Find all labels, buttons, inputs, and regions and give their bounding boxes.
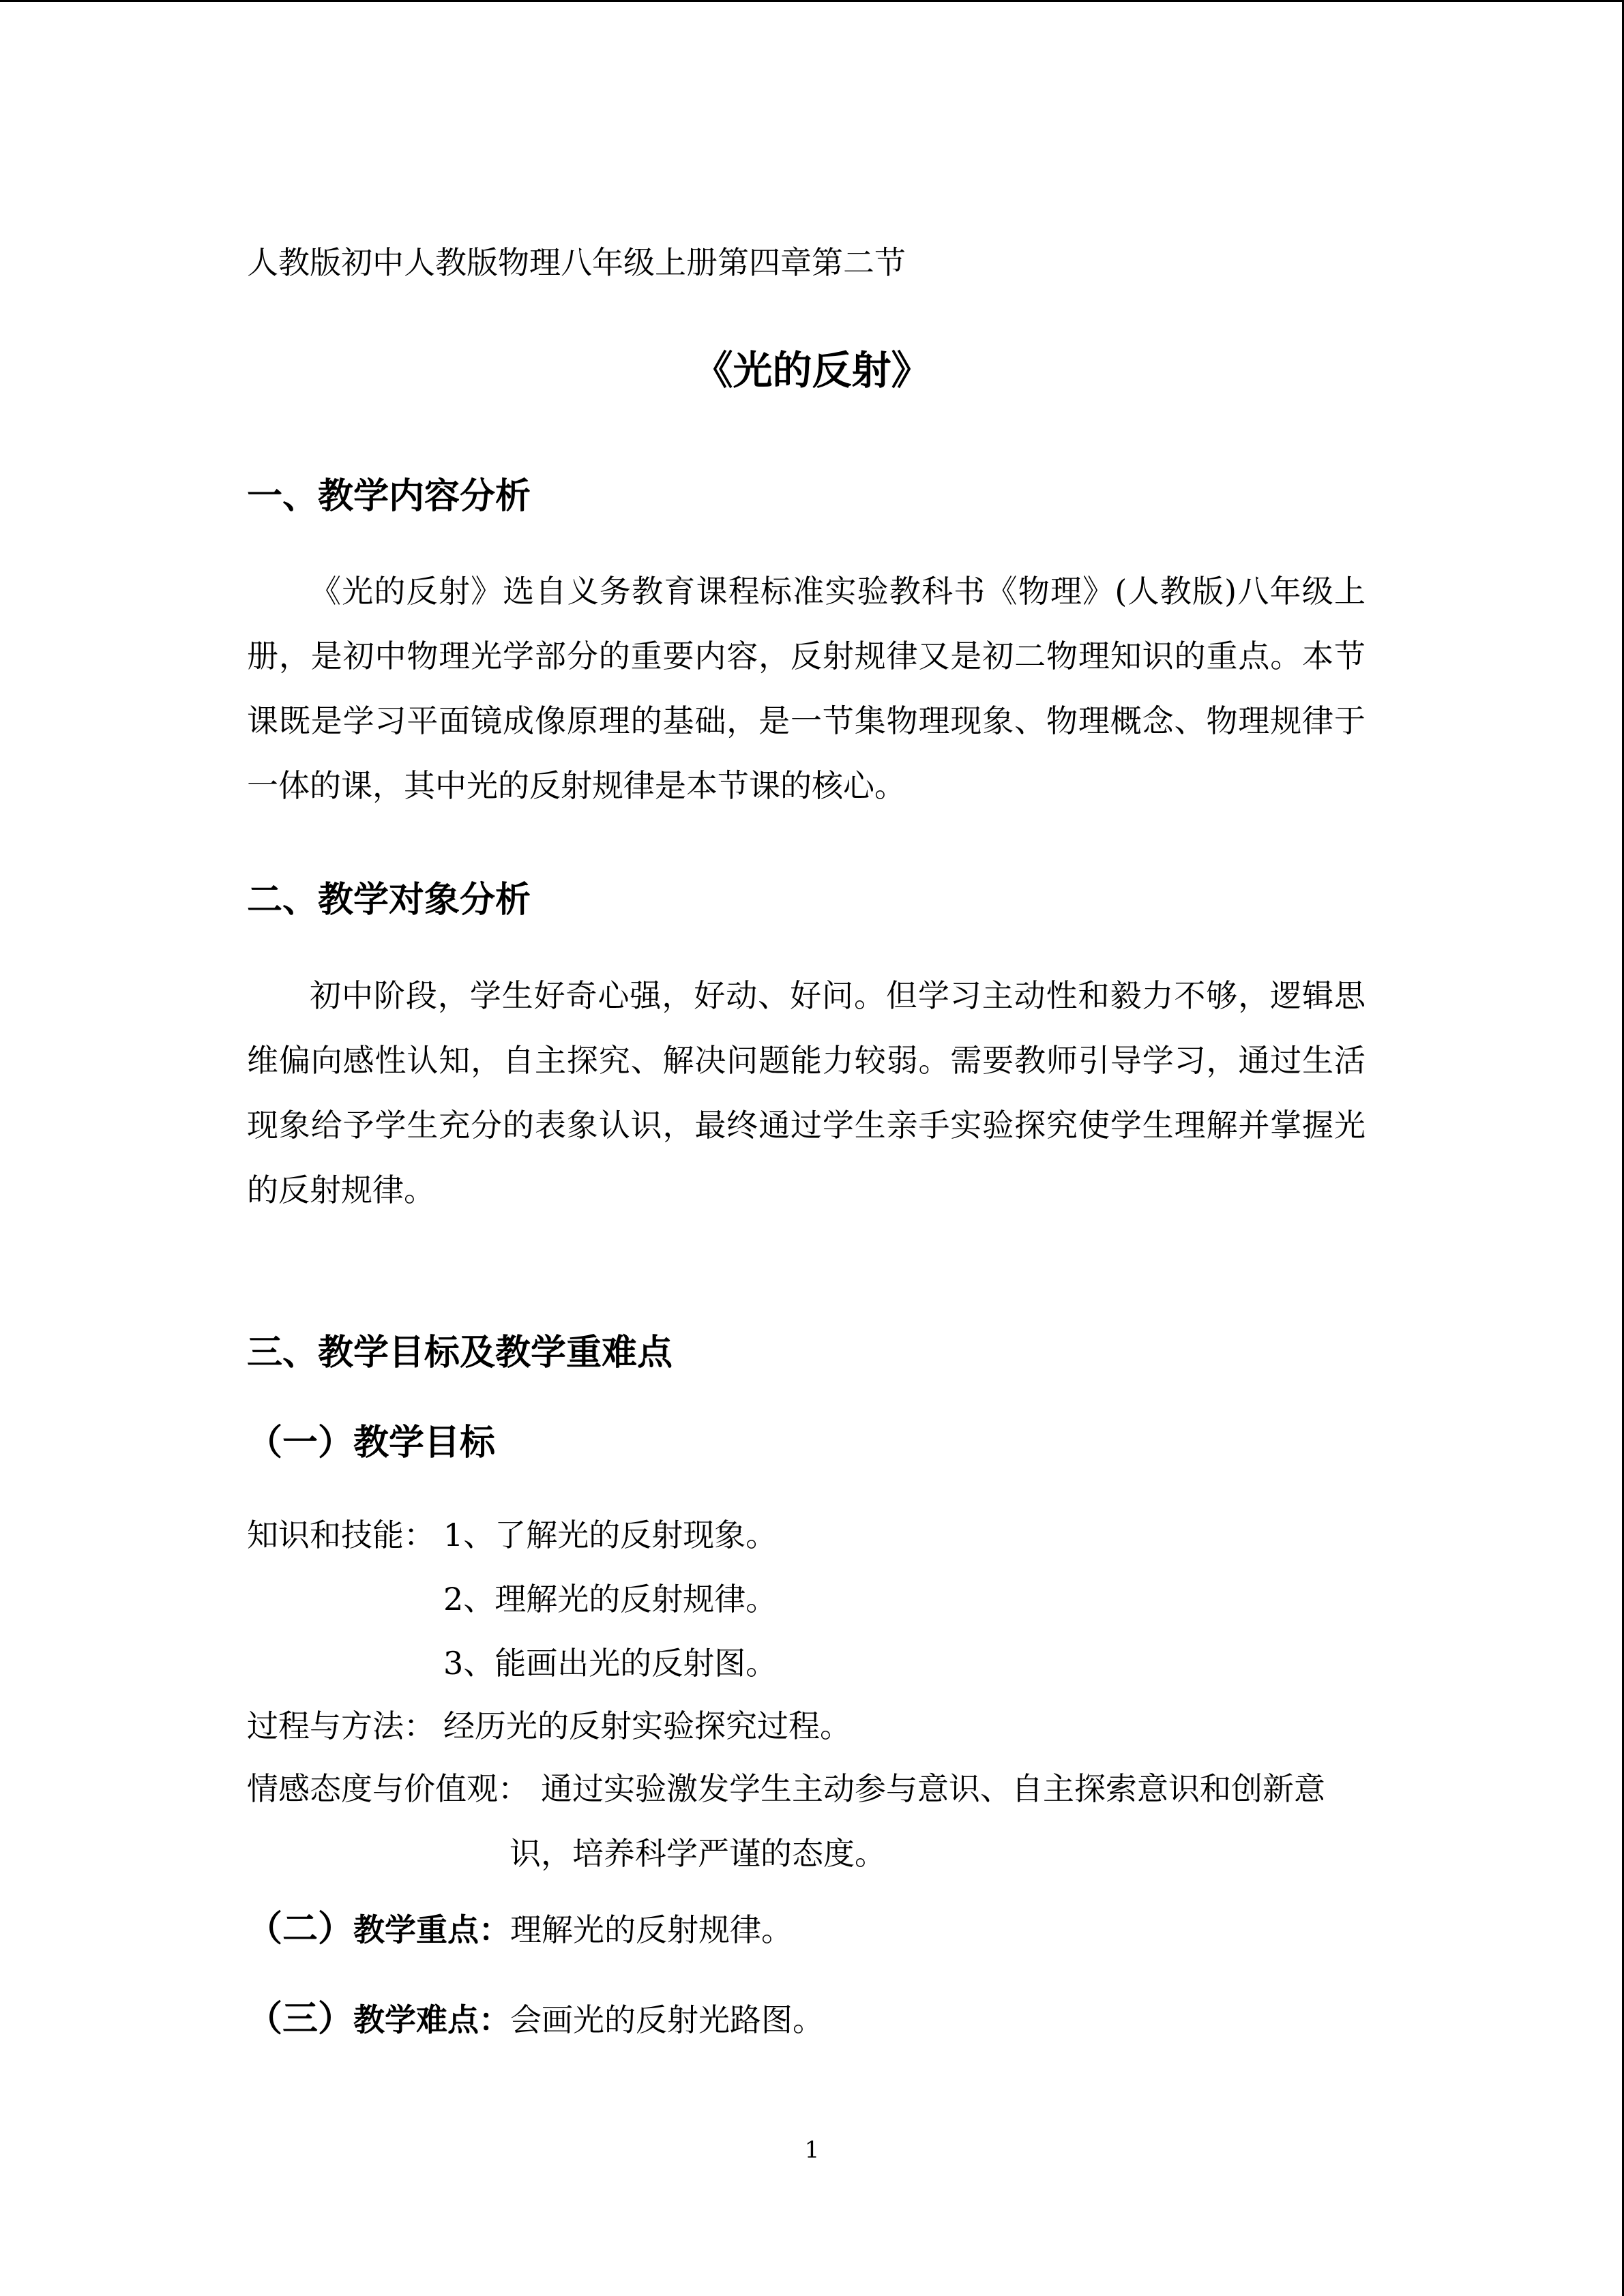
knowledge-label: 知识和技能：	[247, 1517, 435, 1553]
section-heading-student-analysis: 二、教学对象分析	[247, 879, 531, 921]
page-number: 1	[804, 2136, 820, 2164]
teaching-key-prefix: （二）	[247, 1908, 354, 1950]
document-subtitle: 人教版初中人教版物理八年级上册第四章第二节	[247, 244, 906, 281]
knowledge-item-3: 3、能画出光的反射图。	[443, 1645, 778, 1682]
emotion-label: 情感态度与价值观：	[247, 1770, 529, 1807]
student-analysis-paragraph: 初中阶段，学生好奇心强，好动、好问。但学习主动性和毅力不够，逻辑思维偏向感性认知，自主探究、解决问题能力较弱。需要教师引导学习，通过生活现象给予学生充分的表象认识，最终通过学生亲手实验探究使学生理解并掌握光的反射规律。	[247, 977, 1365, 1208]
teaching-key-point	[247, 1909, 793, 1950]
process-label: 过程与方法：	[247, 1708, 435, 1744]
teaching-difficulty-label: 教学难点：	[353, 2001, 511, 2038]
emotion-text-line-2: 识，培养科学严谨的态度。	[510, 1835, 886, 1872]
process-text: 经历光的反射实验探究过程。	[443, 1708, 851, 1744]
section-heading-objectives: 三、教学目标及教学重难点	[247, 1332, 673, 1373]
knowledge-item-2: 2、理解光的反射规律。	[443, 1581, 778, 1617]
teaching-key-text: 理解光的反射规律。	[510, 1911, 793, 1948]
section-heading-content-analysis: 一、教学内容分析	[247, 475, 531, 517]
subsection-heading-teaching-goals: （一）教学目标	[247, 1422, 496, 1463]
document-title: 《光的反射》	[693, 347, 931, 393]
emotion-text-line-1: 通过实验激发学生主动参与意识、自主探索意识和创新意	[541, 1770, 1325, 1807]
knowledge-item-1: 1、了解光的反射现象。	[443, 1517, 778, 1553]
teaching-difficulty-prefix: （三）	[247, 1998, 354, 2040]
content-analysis-paragraph: 《光的反射》选自义务教育课程标准实验教科书《物理》(人教版)八年级上册，是初中物理光学部分的重要内容，反射规律又是初二物理知识的重点。本节课既是学习平面镜成像原理的基础，是一节集物理现象、物理概念、物理规律于一体的课，其中光的反射规律是本节课的核心。	[247, 573, 1365, 804]
teaching-difficulty	[247, 1999, 824, 2040]
teaching-difficulty-text: 会画光的反射光路图。	[510, 2001, 825, 2038]
teaching-key-label: 教学重点：	[353, 1911, 511, 1948]
